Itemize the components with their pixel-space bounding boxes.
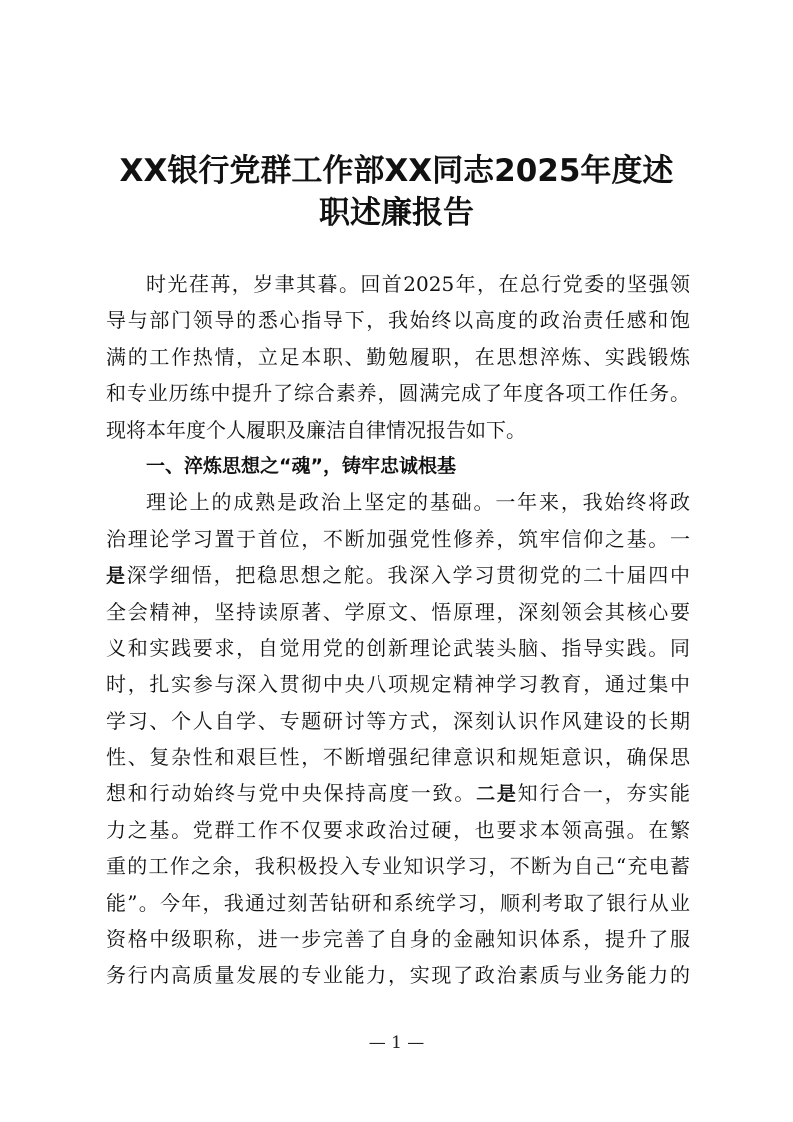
intro-line: 满的工作热情，立足本职、勤勉履职，在思想淬炼、实践锻炼	[106, 344, 690, 369]
paragraph-line: 学习、个人自学、专题研讨等方式，深刻认识作风建设的长期	[106, 708, 690, 733]
first-point-marker: 是	[106, 565, 127, 588]
paragraph-line: 能”。今年，我通过刻苦钻研和系统学习，顺利考取了银行从业	[106, 890, 690, 915]
paragraph-line: 务行内高质量发展的专业能力，实现了政治素质与业务能力的	[106, 963, 690, 988]
paragraph-line: 时，扎实参与深入贯彻中央八项规定精神学习教育，通过集中	[106, 672, 690, 697]
paragraph-text: 深学细悟，把稳思想之舵。我深入学习贯彻党的二十届四中	[126, 563, 690, 588]
paragraph-line: 性、复杂性和艰巨性，不断增强纪律意识和规矩意识，确保思	[106, 745, 690, 770]
paragraph-line	[106, 557, 690, 593]
document-title	[90, 150, 703, 234]
intro-line: 时光荏苒，岁聿其暮。回首2025年，在总行党委的坚强领	[146, 272, 690, 296]
title-line-1: XX银行党群工作部XX同志2025年度述	[119, 153, 674, 189]
paragraph-line	[106, 775, 690, 811]
paragraph-line: 重的工作之余，我积极投入专业知识学习，不断为自己“充电蓄	[106, 854, 690, 879]
paragraph-line: 力之基。党群工作不仅要求政治过硬，也要求本领高强。在繁	[106, 817, 690, 842]
intro-line: 和专业历练中提升了综合素养，圆满完成了年度各项工作任务。	[106, 381, 690, 406]
second-point-marker: 二是	[476, 783, 518, 806]
page-number: — 1 —	[368, 1033, 425, 1053]
paragraph-text: 知行合一，夯实能	[517, 781, 691, 806]
paragraph-line: 理论上的成熟是政治上坚定的基础。一年来，我始终将政	[146, 490, 690, 515]
section-heading: 一、淬炼思想之“魂”，铸牢忠诚根基	[146, 454, 456, 477]
paragraph-line: 全会精神，坚持读原著、学原文、悟原理，深刻领会其核心要	[106, 599, 690, 624]
paragraph-line: 治理论学习置于首位，不断加强党性修养，筑牢信仰之基。一	[106, 526, 690, 551]
paragraph-text: 想和行动始终与党中央保持高度一致。	[106, 781, 477, 806]
paragraph-line: 资格中级职称，进一步完善了自身的金融知识体系，提升了服	[106, 927, 690, 952]
intro-line: 导与部门领导的悉心指导下，我始终以高度的政治责任感和饱	[106, 308, 690, 333]
paragraph-line: 义和实践要求，自觉用党的创新理论武装头脑、指导实践。同	[106, 635, 690, 660]
document-body	[106, 266, 690, 994]
title-line-2: 职述廉报告	[319, 195, 474, 231]
intro-line: 现将本年度个人履职及廉洁自律情况报告如下。	[106, 417, 526, 442]
